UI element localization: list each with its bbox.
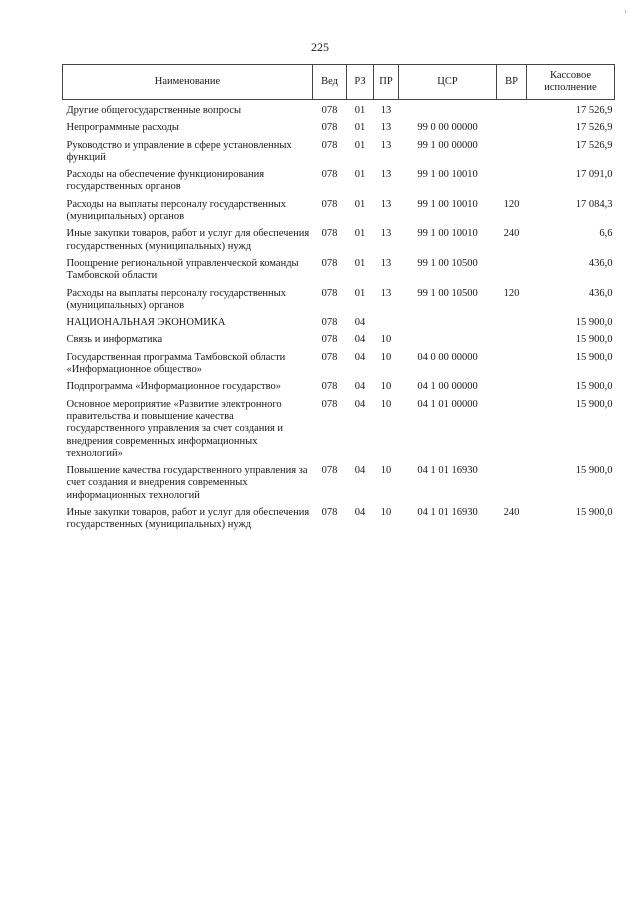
header-vr: ВР — [497, 65, 527, 100]
table-row — [63, 227, 615, 257]
cell-amount: 17 526,9 — [575, 105, 613, 116]
header-csr: ЦСР — [399, 65, 497, 100]
table-row — [63, 464, 615, 506]
cell-ved: 078 — [321, 105, 338, 116]
cell-amount: 15 900,0 — [575, 351, 613, 363]
table-row — [63, 139, 615, 169]
cell-csr — [399, 316, 497, 333]
cell-ved: 078 — [321, 381, 338, 393]
cell-rz: 01 — [354, 228, 366, 240]
cell-amount: 15 900,0 — [575, 398, 613, 410]
cell-name: Подпрограмма «Информационное государство» — [66, 381, 281, 393]
cell-rz: 04 — [354, 465, 366, 477]
cell-csr: 99 0 00 00000 — [417, 122, 478, 134]
cell-amount: 6,6 — [599, 228, 613, 240]
cell-name: Повышение качества государственного управления за счет создания и внедрения современных информационных технологий — [66, 465, 308, 501]
cell-vr — [497, 380, 527, 397]
cell-csr: 04 1 01 00000 — [417, 398, 478, 410]
header-rz: РЗ — [347, 65, 374, 100]
cell-rz: 04 — [354, 507, 366, 519]
cell-csr: 04 1 01 16930 — [417, 507, 478, 519]
cell-pr: 10 — [380, 381, 392, 393]
cell-ved: 078 — [321, 334, 338, 346]
cell-vr — [497, 121, 527, 138]
cell-rz: 01 — [354, 287, 366, 299]
cell-vr: 120 — [503, 198, 520, 210]
cell-rz: 04 — [354, 381, 366, 393]
table-row — [63, 257, 615, 287]
cell-pr: 13 — [380, 122, 392, 134]
cell-ved: 078 — [321, 139, 338, 151]
header-pr: ПР — [374, 65, 399, 100]
cell-name: Основное мероприятие «Развитие электронного правительства и повышение качества государственного управления за счет создания и внедрения современных информационных технологий» — [66, 398, 284, 459]
cell-pr: 10 — [380, 351, 392, 363]
cell-amount: 17 526,9 — [575, 139, 613, 151]
cell-vr — [497, 139, 527, 169]
table-header-row — [63, 65, 615, 100]
cell-csr: 99 1 00 10010 — [417, 169, 478, 181]
cell-csr: 04 1 01 16930 — [417, 465, 478, 477]
cell-rz: 04 — [354, 317, 366, 329]
cell-pr: 10 — [380, 507, 392, 519]
budget-table — [62, 64, 615, 536]
cell-amount: 436,0 — [588, 257, 613, 269]
cell-ved: 078 — [321, 465, 338, 477]
cell-amount: 17 084,3 — [575, 198, 613, 210]
cell-rz: 01 — [354, 257, 366, 269]
table-row — [63, 506, 615, 536]
cell-name: Непрограммные расходы — [66, 122, 179, 134]
cell-amount: 15 900,0 — [575, 381, 613, 393]
cell-ved: 078 — [321, 287, 338, 299]
cell-csr: 99 1 00 10500 — [417, 257, 478, 269]
cell-pr — [374, 316, 399, 333]
cell-name: Иные закупки товаров, работ и услуг для обеспечения государственных (муниципальных) нужд — [66, 228, 310, 252]
cell-rz: 01 — [354, 122, 366, 134]
cell-amount: 15 900,0 — [575, 507, 613, 519]
cell-pr: 13 — [380, 228, 392, 240]
cell-rz: 01 — [354, 198, 366, 210]
cell-name: Расходы на выплаты персоналу государственных (муниципальных) органов — [66, 287, 286, 311]
table-body — [63, 100, 615, 536]
cell-vr — [497, 398, 527, 464]
cell-name: Расходы на обеспечение функционирования государственных органов — [66, 169, 265, 193]
cell-name: Другие общегосударственные вопросы — [66, 105, 242, 116]
cell-pr: 13 — [380, 139, 392, 151]
cell-rz: 01 — [354, 105, 366, 116]
cell-vr — [497, 351, 527, 381]
table-row — [63, 380, 615, 397]
header-ved: Вед — [313, 65, 347, 100]
cell-ved: 078 — [321, 257, 338, 269]
header-amount: Кассовое исполнение — [527, 65, 615, 100]
cell-vr — [497, 168, 527, 198]
cell-csr: 99 1 00 10010 — [417, 228, 478, 240]
cell-pr: 10 — [380, 398, 392, 410]
table-row — [63, 121, 615, 138]
cell-pr: 13 — [380, 169, 392, 181]
cell-vr — [497, 333, 527, 350]
page-number: 225 — [311, 40, 329, 54]
cell-name: Расходы на выплаты персоналу государственных (муниципальных) органов — [66, 198, 286, 223]
cell-amount: 17 091,0 — [575, 169, 613, 181]
header-name: Наименование — [63, 65, 313, 100]
cell-pr: 13 — [380, 257, 392, 269]
cell-ved: 078 — [321, 169, 338, 181]
cell-ved: 078 — [321, 351, 338, 363]
cell-rz: 04 — [354, 398, 366, 410]
cell-name: Иные закупки товаров, работ и услуг для обеспечения государственных (муниципальных) нужд — [66, 507, 310, 531]
cell-pr: 13 — [380, 287, 392, 299]
table-row — [63, 316, 615, 333]
cell-ved: 078 — [321, 122, 338, 134]
cell-ved: 078 — [321, 198, 338, 210]
cell-vr: 240 — [503, 228, 520, 240]
cell-csr: 04 1 00 00000 — [417, 381, 478, 393]
table-row — [63, 198, 615, 228]
cell-name: НАЦИОНАЛЬНАЯ ЭКОНОМИКА — [66, 317, 226, 329]
cell-ved: 078 — [321, 398, 338, 410]
table-row — [63, 287, 615, 317]
cell-vr: 120 — [503, 287, 520, 299]
cell-pr: 13 — [380, 198, 392, 210]
cell-csr — [399, 333, 497, 350]
cell-amount: 17 526,9 — [575, 122, 613, 134]
cell-name: Государственная программа Тамбовской области «Информационное общество» — [66, 351, 286, 376]
cell-pr: 10 — [380, 465, 392, 477]
cell-rz: 01 — [354, 169, 366, 181]
table-row — [63, 398, 615, 464]
cell-pr: 10 — [380, 334, 392, 346]
cell-vr — [497, 464, 527, 506]
cell-name: Поощрение региональной управленческой команды Тамбовской области — [66, 257, 299, 282]
cell-name: Руководство и управление в сфере установленных функций — [66, 139, 292, 163]
cell-amount: 15 900,0 — [575, 317, 613, 329]
cell-ved: 078 — [321, 317, 338, 329]
cell-csr: 99 1 00 10500 — [417, 287, 478, 299]
cell-csr — [399, 100, 497, 122]
cell-csr: 04 0 00 00000 — [417, 351, 478, 363]
cell-ved: 078 — [321, 228, 338, 240]
scan-mark — [625, 10, 626, 13]
cell-pr: 13 — [380, 105, 392, 116]
cell-csr: 99 1 00 10010 — [417, 198, 478, 210]
cell-amount: 15 900,0 — [575, 465, 613, 477]
cell-rz: 04 — [354, 351, 366, 363]
cell-vr — [497, 316, 527, 333]
table-row — [63, 351, 615, 381]
table-row — [63, 168, 615, 198]
cell-vr: 240 — [503, 507, 520, 519]
cell-vr — [497, 257, 527, 287]
cell-ved: 078 — [321, 507, 338, 519]
cell-amount: 15 900,0 — [575, 334, 613, 346]
cell-vr — [497, 100, 527, 122]
cell-csr: 99 1 00 00000 — [417, 139, 478, 151]
cell-rz: 01 — [354, 139, 366, 151]
cell-amount: 436,0 — [588, 287, 613, 299]
table-row — [63, 333, 615, 350]
cell-rz: 04 — [354, 334, 366, 346]
cell-name: Связь и информатика — [66, 334, 163, 346]
table-row — [63, 100, 615, 122]
